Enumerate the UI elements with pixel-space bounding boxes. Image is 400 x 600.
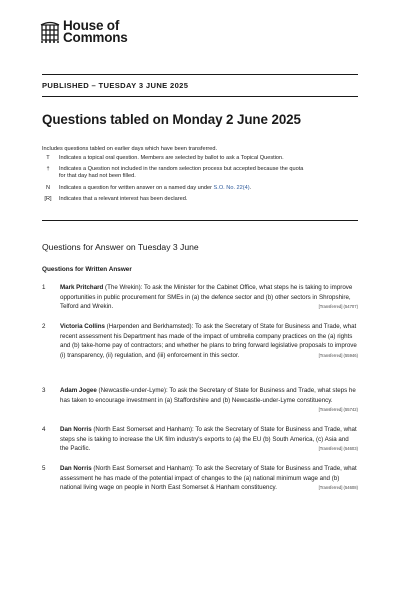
key-item-relevant-interest [42,196,339,203]
question-reference: [Transferred] (54707) [318,304,358,309]
key-item-quota [42,166,309,181]
member-name: Adam Jogee [60,387,97,394]
question-reference: [Transferred] (54608) [318,485,358,490]
key-item-topical [42,155,339,162]
house-of-commons-logo[interactable] [40,20,128,44]
constituency: (Newcastle-under-Lyme): [96,387,170,394]
key-symbol: N [45,185,51,191]
key-divider [42,220,358,221]
question-number: 4 [42,426,46,433]
key-description: Indicates that a relevant interest has been declared. [59,196,188,202]
subheading: Questions for Written Answer [42,266,132,273]
question-text [60,283,358,312]
key-text-end: . [249,185,252,191]
key-symbol: † [46,166,50,172]
question-number: 2 [42,323,46,330]
question-body: To ask the Secretary of State for Business and Trade, what recent assessment his Department has made of the impact of umbrella company practices on the (a) rights and (b) take-home pay of contractors; and whether he plans to bring forward legislative proposals to improve (i) transparency, (ii) regulation, and (iii) enforcement in this sector. [60,323,357,359]
portcullis-icon [40,21,60,43]
key-symbol: [R] [44,196,52,202]
logo-line1: House of [63,18,120,33]
question-text [60,425,358,454]
section-heading: Questions for Answer on Tuesday 3 June [42,242,199,252]
key-text: Indicates a question for written answer on a named day under [59,185,214,191]
key-description: Indicates a Question not included in the random selection process but accepted because the quota for that day had not been filled. [59,166,304,180]
page-title: Questions tabled on Monday 2 June 2025 [42,112,301,127]
published-divider [42,96,358,97]
question-reference: [Transferred] (55946) [318,352,358,358]
key-item-named-day [42,185,339,192]
question-body: To ask the Secretary of State for Business and Trade, what assessment he has made of the potential impact of changes to the (a) national minimum wage and (b) national living wage on people in North East Somerset & Hanham constituency. [60,465,357,491]
question-number: 3 [42,387,46,394]
constituency: (The Wrekin): [103,284,145,291]
question-body: To ask the Secretary of State for Business and Trade, what steps she is taking to increase the UK film industry's exports to (a) the EU (b) South America, (c) Asia and the Pacific. [60,426,357,452]
standing-order-link[interactable]: S.O. No. 22(4) [213,185,250,191]
question-text [60,386,358,415]
member-name: Dan Norris [60,426,92,433]
logo-line2: Commons [63,30,128,45]
question-body: To ask the Secretary of State for Business and Trade, what steps he has taken to encourage investment in (a) Staffordshire and (b) Newcastle-under-Lyme constituency. [60,387,356,404]
published-date: PUBLISHED – TUESDAY 3 JUNE 2025 [42,81,189,90]
member-name: Victoria Collins [60,323,105,330]
question-body: To ask the Minister for the Cabinet Office, what steps he is taking to improve opportunities in public procurement for SMEs in (a) the defence sector and (b) other sectors in Shropshire, Telford and Wrekin. [60,284,353,310]
constituency: (North East Somerset and Hanham): [91,465,196,472]
member-name: Dan Norris [60,465,92,472]
key-description: Indicates a topical oral question. Members are selected by ballot to ask a Topical Question. [59,155,284,161]
top-divider [42,74,358,75]
question-number: 5 [42,465,46,472]
key-intro: Includes questions tabled on earlier days which have been transferred. [42,146,218,152]
question-reference: [Transferred] (54603) [318,446,358,451]
key-description [59,185,339,192]
question-number: 1 [42,284,46,291]
question-text [60,322,358,361]
key-symbol: T [46,155,50,161]
question-reference: [Transferred] (55742) [318,407,358,412]
constituency: (Harpenden and Berkhamsted): [104,323,195,330]
constituency: (North East Somerset and Hanham): [91,426,196,433]
question-text [60,464,358,493]
logo-wordmark [63,20,128,44]
member-name: Mark Pritchard [60,284,104,291]
